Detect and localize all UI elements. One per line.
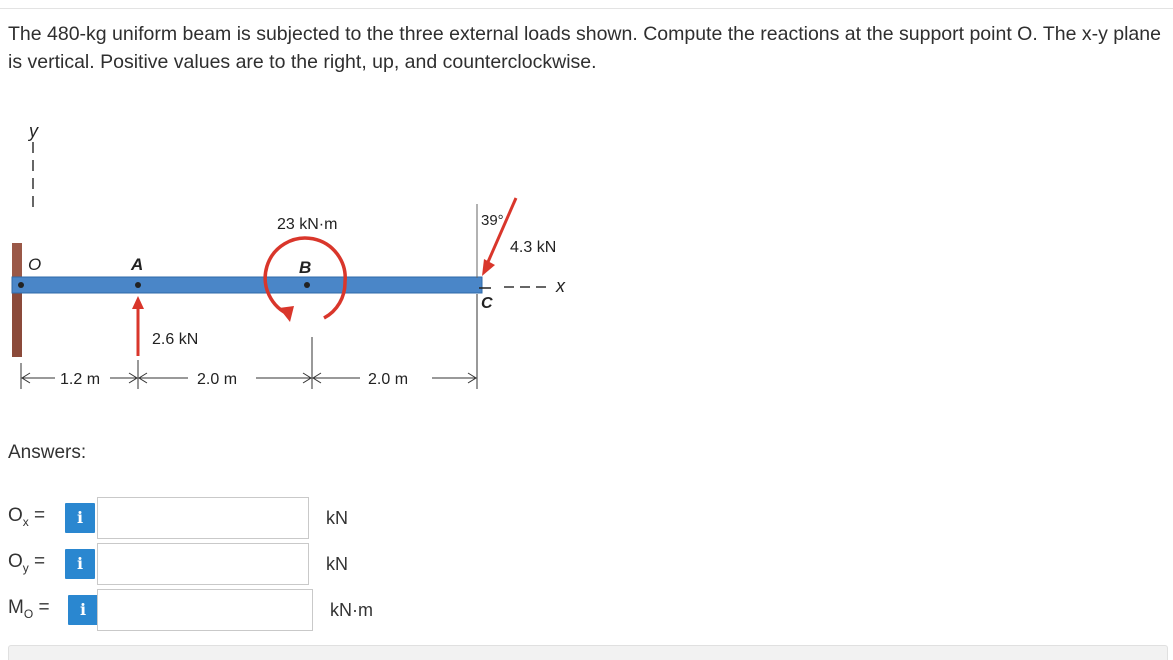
answer-label-ox: $O_x$ = <box>8 505 46 529</box>
answer-label-oy: $O_y$ = <box>8 551 46 575</box>
answers-heading: Answers: <box>8 442 87 463</box>
ox-input[interactable] <box>97 497 309 539</box>
x-axis-label: x <box>556 276 565 296</box>
point-B-label: B <box>299 258 312 277</box>
ox-unit: kN <box>326 508 348 528</box>
mo-unit: kN·m <box>330 600 373 620</box>
oy-unit: kN <box>326 554 348 574</box>
point-A-dot <box>135 282 141 288</box>
problem-statement: The 480-kg uniform beam is subjected to the three external loads shown. Compute the reactions at the support point O. The x-y plane is vertical. Positive values are to the right, up, and counterclockwise. <box>8 23 1161 73</box>
point-C-label: C <box>481 295 493 312</box>
info-icon[interactable]: i <box>68 595 98 625</box>
moment-arrowhead <box>279 306 294 322</box>
dim1-label: 1.2 m <box>60 371 101 388</box>
answer-label-mo: $M_O$ = <box>8 597 50 621</box>
point-B-dot <box>304 282 310 288</box>
force-A-label: 2.6 kN <box>152 331 199 348</box>
dim2-label: 2.0 m <box>197 371 238 388</box>
beam <box>12 277 482 293</box>
angle-label: 39° <box>481 212 504 229</box>
bottom-panel <box>8 645 1168 660</box>
y-axis-label: y <box>29 121 38 141</box>
force-C-label: 4.3 kN <box>510 239 557 256</box>
force-C-arrowhead <box>482 259 495 276</box>
info-icon[interactable]: i <box>65 549 95 579</box>
answer-row-oy <box>0 543 420 585</box>
moment-label: 23 kN·m <box>277 216 338 233</box>
top-divider <box>0 8 1173 9</box>
wall-upper <box>12 243 22 279</box>
answer-row-mo <box>0 589 420 631</box>
oy-input[interactable] <box>97 543 309 585</box>
beam-figure <box>0 110 600 410</box>
mo-input[interactable] <box>97 589 313 631</box>
point-O-dot <box>18 282 24 288</box>
point-O-label: O <box>28 255 42 274</box>
info-icon[interactable]: i <box>65 503 95 533</box>
dim3-label: 2.0 m <box>368 371 409 388</box>
force-A-arrowhead <box>132 296 144 309</box>
point-A-label: A <box>131 255 144 274</box>
answer-row-ox <box>0 497 420 539</box>
